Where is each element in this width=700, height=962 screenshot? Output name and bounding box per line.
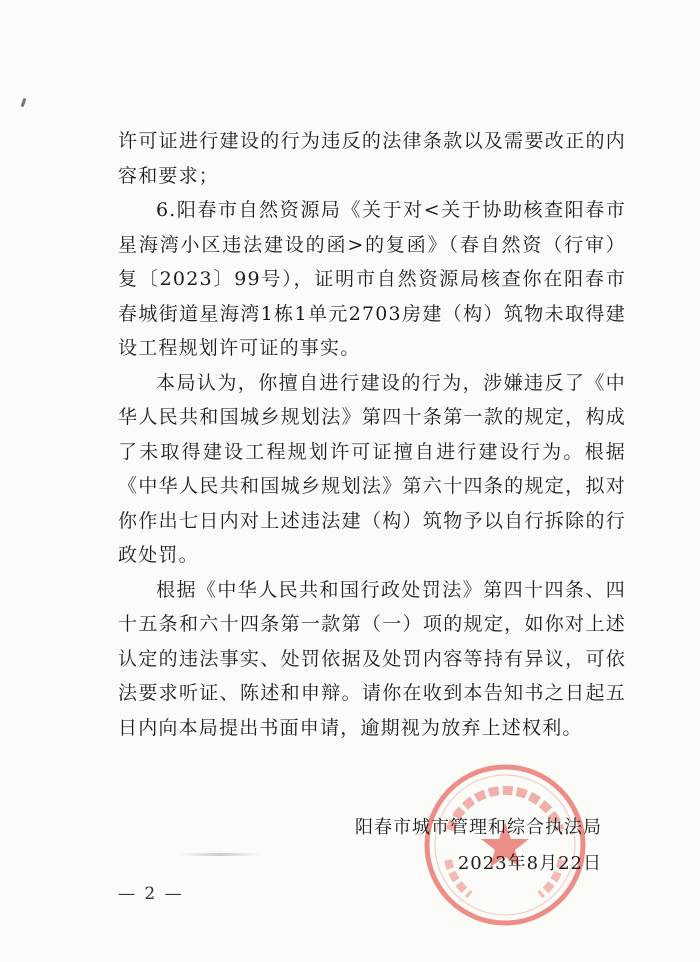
paragraph-1: 许可证进行建设的行为违反的法律条款以及需要改正的内容和要求；	[118, 130, 626, 187]
scan-mark	[21, 98, 27, 107]
paragraph-2: 6.阳春市自然资源局《关于对<关于协助核查阳春市星海湾小区违法建设的函>的复函》（春自然资（行审）复〔2023〕99号），证明市自然资源局核查你在阳春市春城街道星海湾1栋1单元2703房建（构）筑物未取得建设工程规划许可证的事实。	[118, 199, 626, 359]
issuing-organization: 阳春市城市管理和综合执法局	[355, 817, 602, 838]
issue-date: 2023年8月22日	[457, 853, 602, 874]
paragraph-3: 本局认为，你擅自进行建设的行为，涉嫌违反了《中华人民共和国城乡规划法》第四十条第一款的规定，构成了未取得建设工程规划许可证擅自进行建设行为。根据《中华人民共和国城乡规划法》第六十四条的规定，拟对你作出七日内对上述违法建（构）筑物予以自行拆除的行政处罚。	[118, 371, 626, 566]
signature-block	[355, 810, 602, 882]
document-body	[118, 124, 626, 745]
scan-smudge	[180, 853, 260, 856]
paragraph-4: 根据《中华人民共和国行政处罚法》第四十四条、四十五条和六十四条第一款第（一）项的规定，如你对上述认定的违法事实、处罚依据及处罚内容等持有异议，可依法要求听证、陈述和申辩。请你在收到本告知书之日起五日内向本局提出书面申请，逾期视为放弃上述权利。	[118, 578, 626, 739]
page-number: — 2 —	[118, 884, 184, 904]
